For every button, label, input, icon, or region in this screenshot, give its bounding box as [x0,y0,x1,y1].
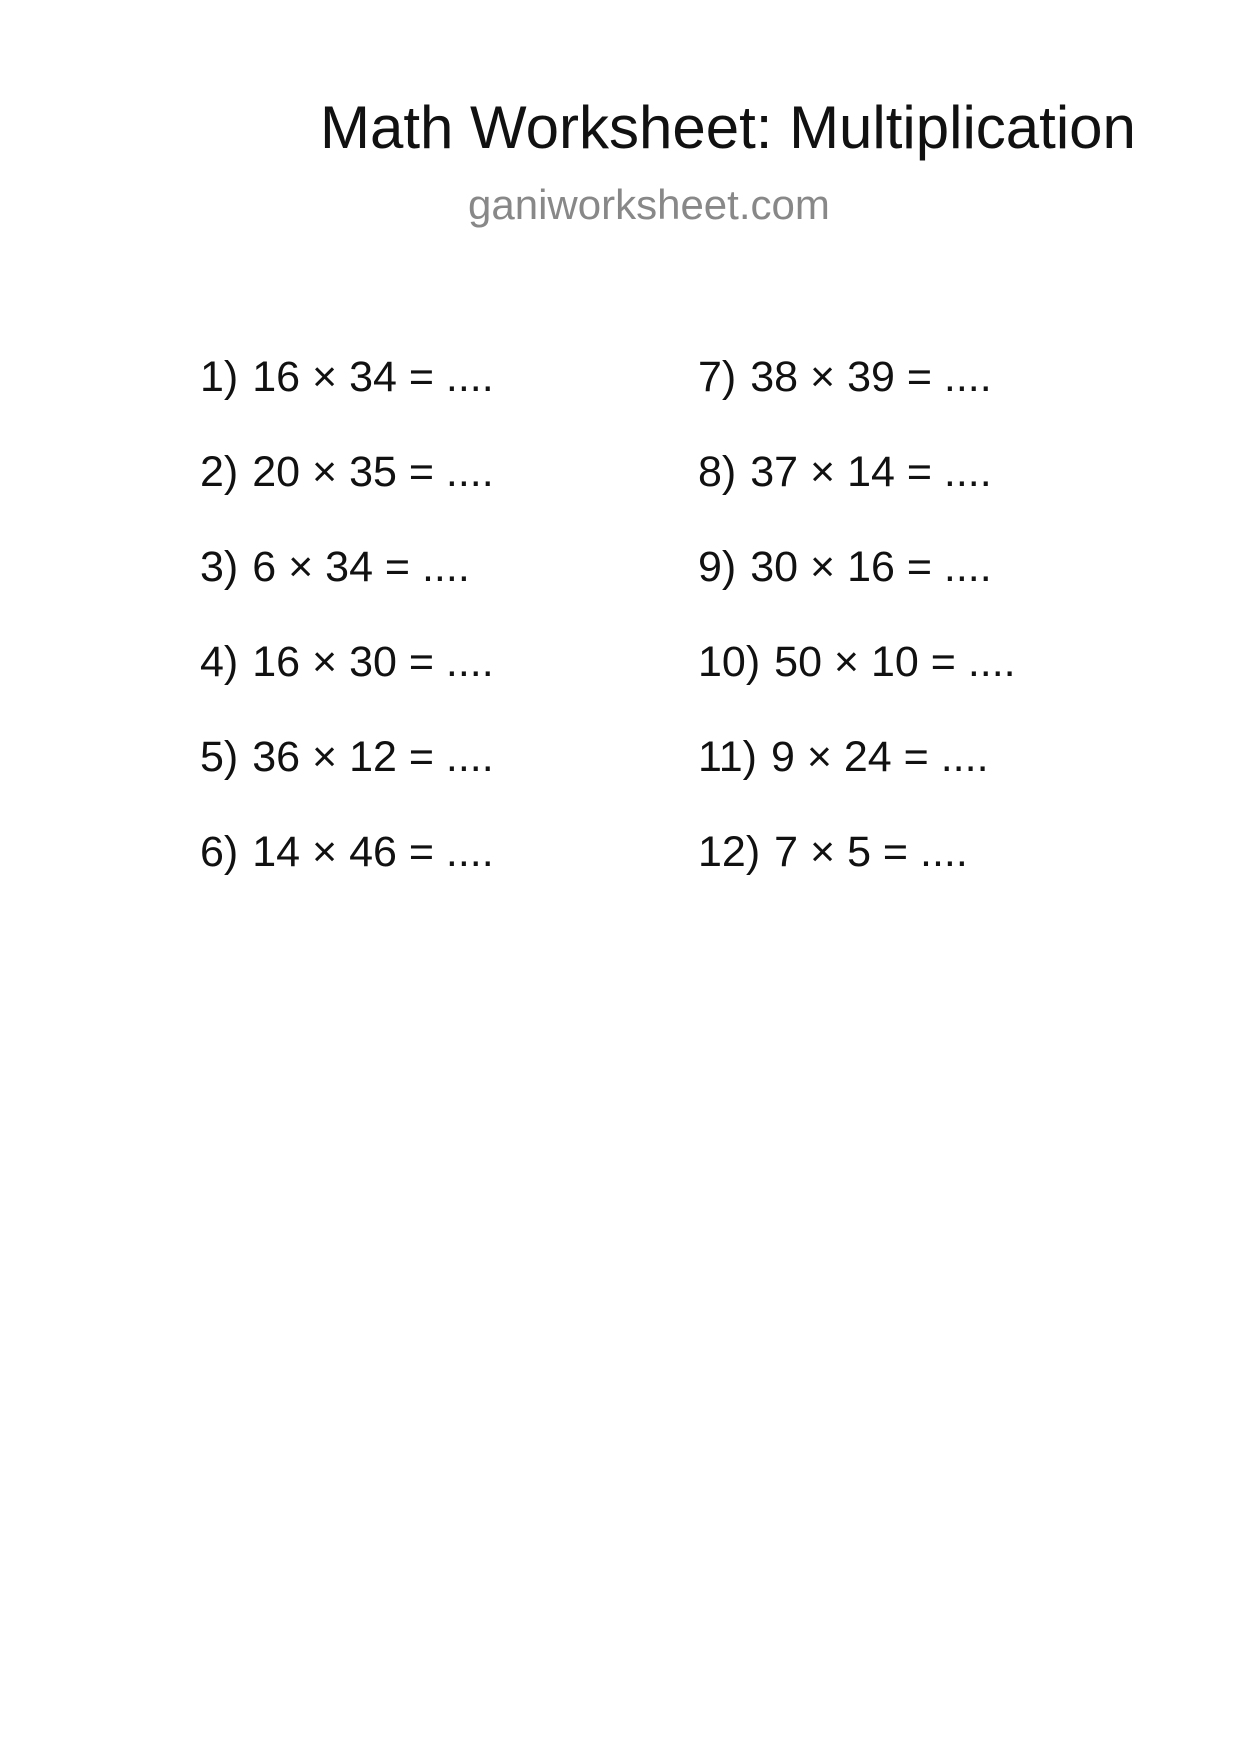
problem-number: 1) [200,353,239,401]
problem-expression: 14 × 46 = .... [252,828,494,876]
problem-expression: 7 × 5 = .... [774,828,968,876]
problem-item [200,447,494,542]
problem-number: 4) [200,638,239,686]
problem-expression: 50 × 10 = .... [774,638,1016,686]
problem-expression: 16 × 34 = .... [252,353,494,401]
problem-item [200,352,494,447]
problem-number: 12) [698,828,761,876]
problem-item [200,732,494,827]
problem-item [698,542,1016,637]
problem-number: 10) [698,638,761,686]
problem-item [200,542,494,637]
problem-expression: 30 × 16 = .... [750,543,992,591]
problem-item [698,732,1016,827]
problem-number: 3) [200,543,239,591]
problem-column-right [698,352,1016,922]
worksheet-title: Math Worksheet: Multiplication [320,94,1136,161]
problem-number: 8) [698,448,737,496]
problem-item [200,637,494,732]
problem-item [698,827,1016,922]
problem-number: 7) [698,353,737,401]
site-name: ganiworksheet.com [468,181,830,228]
problem-number: 9) [698,543,737,591]
problem-item [698,637,1016,732]
problem-column-left [200,352,494,922]
problem-number: 11) [698,733,757,781]
problem-item [698,447,1016,542]
problem-expression: 16 × 30 = .... [252,638,494,686]
problem-number: 5) [200,733,239,781]
problem-item [698,352,1016,447]
problem-expression: 9 × 24 = .... [770,733,989,781]
problem-expression: 20 × 35 = .... [252,448,494,496]
problem-expression: 36 × 12 = .... [252,733,494,781]
problem-expression: 38 × 39 = .... [750,353,992,401]
problem-number: 6) [200,828,239,876]
problem-item [200,827,494,922]
problem-expression: 6 × 34 = .... [252,543,470,591]
problem-number: 2) [200,448,239,496]
problem-expression: 37 × 14 = .... [750,448,992,496]
